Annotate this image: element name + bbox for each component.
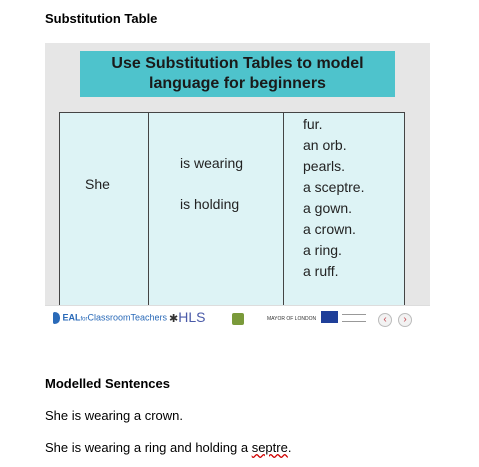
table-column-subject [60,113,149,322]
table-cell-object: a sceptre. [303,179,365,195]
university-logo-icon [232,313,244,325]
table-column-verb [149,113,284,322]
slide-banner [80,51,395,97]
section-title-modelled-sentences: Modelled Sentences [45,376,170,391]
eal-logo: EALforClassroomTeachers [53,312,167,324]
hls-logo: ✱HLS [169,309,206,325]
table-cell-verb: is wearing [180,155,244,171]
slide-next-button[interactable]: › [398,313,412,327]
partner-logos-bar [45,305,430,334]
eu-funding-text [342,314,366,322]
table-cell-object: pearls. [303,158,346,174]
hls-logo-icon: ✱ [169,313,179,325]
table-cell-object: an orb. [303,137,347,153]
slide-prev-button[interactable]: ‹ [378,313,392,327]
section-title-substitution-table: Substitution Table [45,11,158,26]
table-cell-object: fur. [303,116,323,132]
spellcheck-word[interactable]: septre [251,440,288,455]
substitution-table [59,112,405,323]
mayor-of-london-logo: MAYOR OF LONDON [267,316,317,322]
banner-text: Use Substitution Tables to model language for beginners [111,55,364,92]
table-cell-subject: She [85,176,110,192]
modelled-sentence-1: She is wearing a crown. [45,408,184,423]
table-cell-verb: is holding [180,196,240,212]
table-cell-object: a crown. [303,221,356,237]
eal-logo-icon [53,312,60,324]
table-cell-object: a ring. [303,242,342,258]
table-cell-object: a gown. [303,200,353,216]
table-cell-object: a ruff. [303,263,339,279]
modelled-sentence-2: She is wearing a ring and holding a septre. [45,440,292,455]
slide-image [45,43,430,305]
eu-flag-icon [321,311,338,323]
